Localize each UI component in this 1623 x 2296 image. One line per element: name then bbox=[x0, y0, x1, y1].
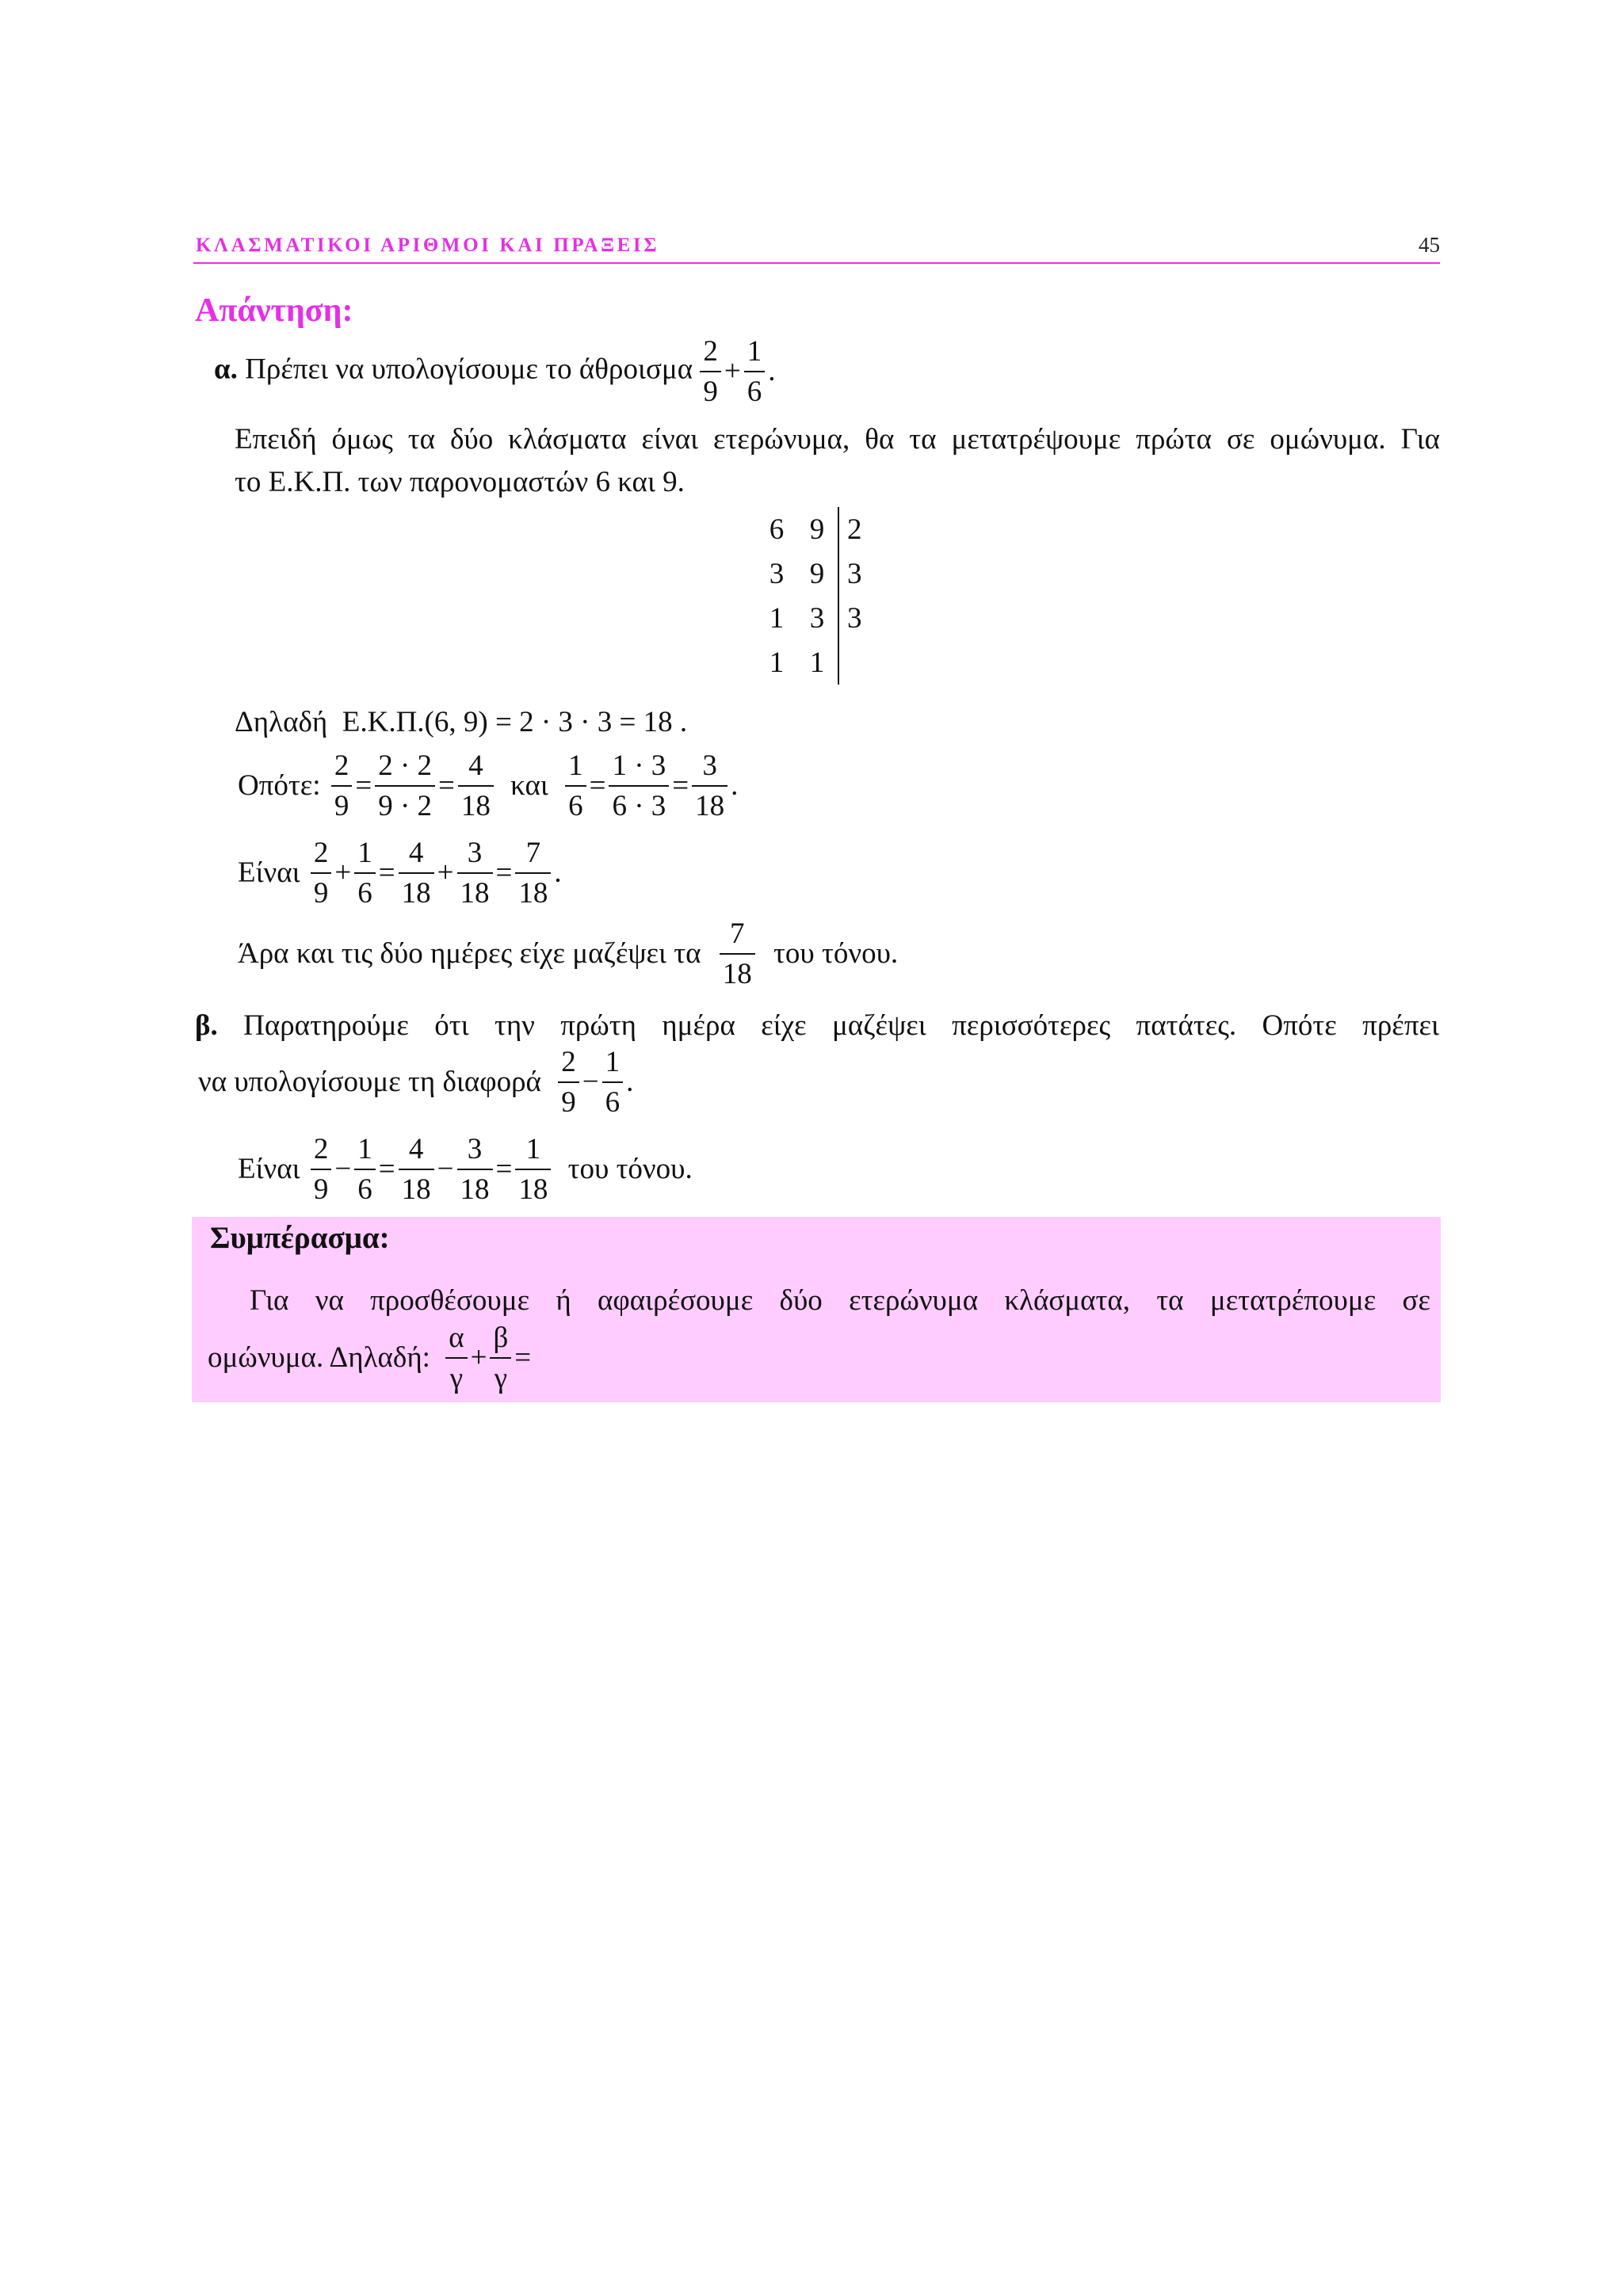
lcm-row: 1 1 bbox=[757, 640, 879, 685]
part-a-intro-text: Πρέπει να υπολογίσουμε το άθροισμα bbox=[245, 353, 693, 386]
lcm-expression: Ε.Κ.Π.(6, 9) = 2 · 3 · 3 = 18 . bbox=[342, 706, 688, 738]
part-a-intro: α. Πρέπει να υπολογίσουμε το άθροισμα $\frac{2}{9}$ + $\frac{1}{6}$ . bbox=[214, 335, 776, 408]
fraction-2-9: $\frac{2}{9}$ bbox=[700, 337, 721, 406]
part-a-result-line: Άρα και τις δύο ημέρες είχε μαζέψει τα $\frac{7}{18}$ του τόνου. bbox=[238, 917, 899, 990]
part-b-label: β. bbox=[195, 1009, 218, 1042]
conclusion-line2: ομώνυμα. Δηλαδή: $\frac{\alpha}{\gamma}$ + $\frac{\beta}{\gamma}$ = bbox=[208, 1322, 532, 1394]
equivalent-fractions-line: Οπότε: $\frac{2}{9}$ = $\frac{2 \cdot 2}{9 \cdot 2}$ = $\frac{4}{18}$ και $\frac{1}{6}$ = $\frac{1 \cdot 3}{6 \cdot 3}$ = $\frac{3}{18}$ . bbox=[238, 749, 739, 822]
lcm-result-line: Δηλαδή Ε.Κ.Π.(6, 9) = 2 · 3 · 3 = 18 . bbox=[235, 706, 688, 738]
header-rule bbox=[193, 262, 1440, 264]
conclusion-line1: Για να προσθέσουμε ή αφαιρέσουμε δύο ετερώνυμα κλάσματα, τα μετατρέπουμε σε bbox=[250, 1284, 1430, 1317]
answer-heading: Απάντηση: bbox=[195, 292, 353, 329]
lcm-row: 1 3 3 bbox=[757, 596, 879, 640]
lcm-row: 6 9 2 bbox=[757, 507, 879, 551]
lcm-factorization-table bbox=[757, 507, 879, 685]
sum-computation-line: Είναι $\frac{2}{9}$ + $\frac{1}{6}$ = $\frac{4}{18}$ + $\frac{3}{18}$ = $\frac{7}{18}$ . bbox=[238, 837, 562, 910]
page-number: 45 bbox=[1419, 233, 1440, 257]
part-b-line2: να υπολογίσουμε τη διαφορά $\frac{2}{9}$ − $\frac{1}{6}$ . bbox=[198, 1046, 634, 1119]
part-a-label: α. bbox=[214, 353, 238, 386]
part-b-line1: β. Παρατηρούμε ότι την πρώτη ημέρα είχε μαζέψει περισσότερες πατάτες. Οπότε πρέπει bbox=[195, 1009, 1440, 1042]
conclusion-heading: Συμπέρασμα: bbox=[210, 1221, 390, 1255]
lcm-row: 3 9 3 bbox=[757, 551, 879, 596]
part-a-explanation-line1: Επειδή όμως τα δύο κλάσματα είναι ετερώνυμα, θα τα μετατρέψουμε πρώτα σε ομώνυμα. Για bbox=[235, 423, 1440, 456]
part-a-explanation-line2: το Ε.Κ.Π. των παρονομαστών 6 και 9. bbox=[235, 466, 685, 498]
difference-computation-line: Είναι $\frac{2}{9}$ − $\frac{1}{6}$ = $\frac{4}{18}$ − $\frac{3}{18}$ = $\frac{1}{18}$ του τόνου. bbox=[238, 1133, 693, 1206]
running-header-title: ΚΛΑΣΜΑΤΙΚΟΙ ΑΡΙΘΜΟΙ ΚΑΙ ΠΡΑΞΕΙΣ bbox=[196, 235, 660, 256]
fraction-1-6: $\frac{1}{6}$ bbox=[744, 337, 766, 406]
